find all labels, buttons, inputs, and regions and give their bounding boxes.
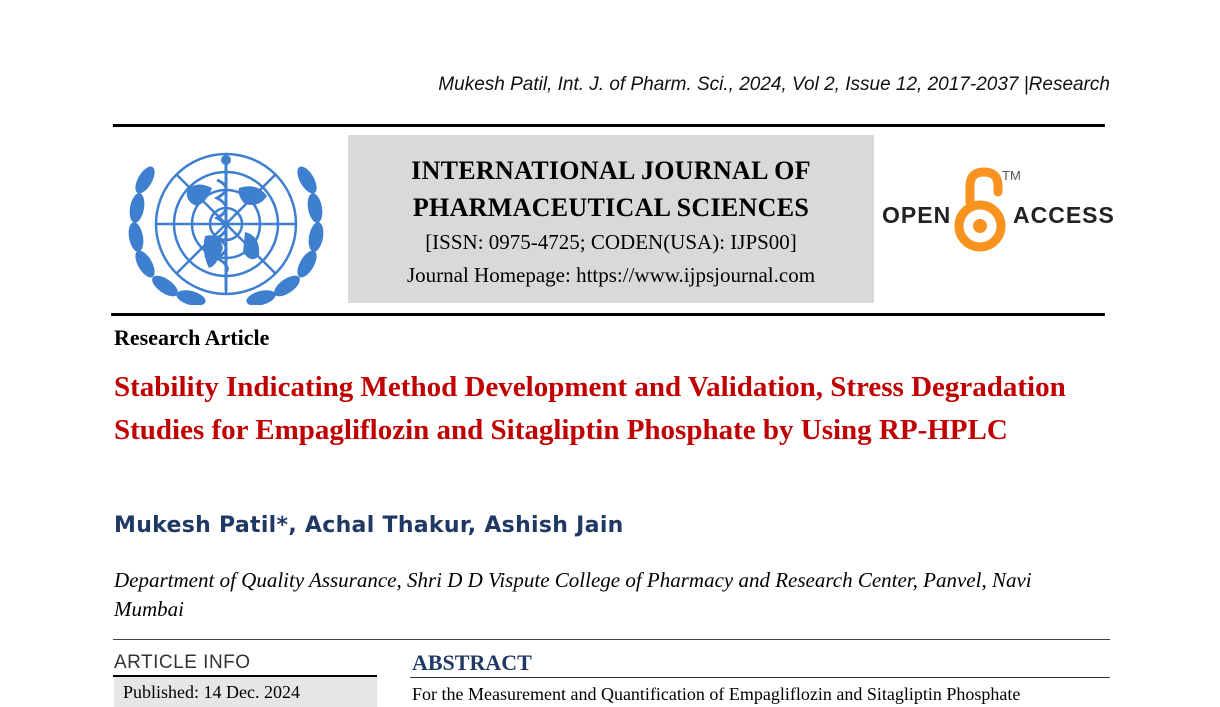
journal-title: [348, 152, 874, 226]
open-access-logo: [880, 166, 1115, 252]
header-rule-bottom: [111, 313, 1105, 316]
abstract-text: For the Measurement and Quantification of Empagliflozin and Sitagliptin Phosphate: [412, 684, 1021, 704]
article-title: Stability Indicating Method Development and Validation, Stress Degradation Studies for Empagliflozin and Sitagliptin Phosphate by Using RP-HPLC: [114, 371, 1066, 446]
journal-issn: [ISSN: 0975-4725; CODEN(USA): IJPS00]: [425, 230, 797, 254]
open-access-open-text: OPEN: [882, 202, 952, 228]
author-affiliation: Department of Quality Assurance, Shri D D Vispute College of Pharmacy and Research Center, Panvel, Navi Mumbai: [114, 568, 1032, 621]
trademark-mark: TM: [1002, 168, 1021, 183]
journal-title-line-2: PHARMACEUTICAL SCIENCES: [412, 193, 810, 222]
abstract-rule: [410, 677, 1110, 678]
header-rule-top: [113, 124, 1105, 127]
article-info-heading: ARTICLE INFO: [114, 652, 251, 673]
published-date: Published: 14 Dec. 2024: [123, 682, 300, 702]
journal-masthead: [348, 135, 874, 303]
running-header: Mukesh Patil, Int. J. of Pharm. Sci., 2024, Vol 2, Issue 12, 2017-2037 |Research: [438, 74, 1110, 95]
article-type: Research Article: [114, 325, 270, 350]
published-date-row: [114, 677, 377, 707]
journal-homepage-link[interactable]: Journal Homepage: https://www.ijpsjournal.com: [406, 263, 816, 287]
section-divider: [113, 639, 1110, 640]
open-lock-icon: [954, 166, 1006, 252]
abstract-heading: ABSTRACT: [412, 650, 532, 675]
journal-emblem-icon: [127, 140, 325, 305]
journal-title-line-1: INTERNATIONAL JOURNAL OF: [411, 156, 811, 185]
author-list: Mukesh Patil*, Achal Thakur, Ashish Jain: [114, 513, 624, 538]
open-access-access-text: ACCESS: [1013, 202, 1115, 228]
